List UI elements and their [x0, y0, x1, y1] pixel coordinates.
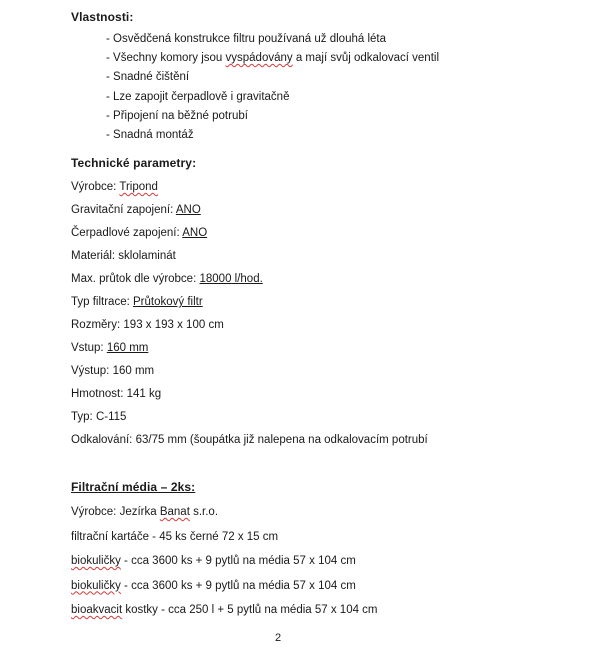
param-row [71, 201, 428, 224]
spellcheck-word: bioakvacit [71, 604, 123, 616]
media-text: s.r.o. [189, 506, 219, 518]
media-row: filtrační kartáče - 45 ks černé 72 x 15 cm [71, 530, 279, 543]
param-row [71, 408, 428, 431]
param-label: Výstup: [71, 365, 113, 377]
param-value: C-115 [95, 411, 127, 423]
media-list [71, 503, 378, 626]
feature-item: - Snadná montáž [106, 128, 194, 141]
param-label: Gravitační zapojení: [71, 204, 176, 216]
param-value: 160 mm [106, 342, 149, 354]
media-text: Výrobce: Jezírka [71, 506, 160, 518]
param-label: Materiál: [71, 250, 119, 262]
media-text: - cca 3600 ks + 9 pytlů na média 57 x 104 cm [120, 555, 356, 567]
param-row [71, 247, 428, 270]
param-label: Hmotnost: [71, 388, 127, 400]
media-row [71, 503, 378, 528]
feature-item: - Připojení na běžné potrubí [106, 109, 248, 122]
param-value: 193 x 193 x 100 cm [123, 319, 224, 331]
page-number: 2 [274, 632, 282, 644]
param-row [71, 339, 428, 362]
param-label: Typ filtrace: [71, 296, 133, 308]
spellcheck-word: biokuličky [71, 555, 121, 567]
param-row [71, 224, 428, 247]
param-value: 18000 l/hod. [199, 273, 263, 285]
param-value: ANO [175, 204, 201, 216]
param-label: Typ: [71, 411, 96, 423]
features-list [106, 30, 439, 145]
feature-item: - Snadné čištění [106, 71, 190, 84]
param-value: 160 mm [112, 365, 155, 377]
param-row [71, 385, 428, 408]
param-row [71, 293, 428, 316]
spellcheck-word: Banat [159, 506, 190, 518]
param-row [71, 431, 428, 454]
param-label: Rozměry: [71, 319, 124, 331]
spellcheck-word: vyspádovány [225, 52, 293, 65]
feature-text: - Všechny komory jsou [106, 52, 226, 65]
media-heading: Filtrační média – 2ks: [71, 480, 196, 494]
param-row [71, 270, 428, 293]
feature-text: a mají svůj odkalovací ventil [292, 52, 440, 65]
feature-item: - Osvědčená konstrukce filtru používaná už dlouhá léta [106, 33, 386, 45]
param-row [71, 362, 428, 385]
param-label: Max. průtok dle výrobce: [71, 273, 200, 285]
param-label: Vstup: [71, 342, 107, 354]
media-row [71, 601, 378, 626]
param-row [71, 316, 428, 339]
features-heading: Vlastnosti: [71, 10, 134, 24]
param-value: 141 kg [126, 388, 162, 400]
media-row [71, 577, 378, 602]
param-value: Průtokový filtr [133, 296, 203, 308]
param-value: Tripond [119, 181, 158, 193]
param-value: sklolaminát [118, 250, 176, 262]
param-label: Odkalování: [71, 434, 136, 446]
spellcheck-word: biokuličky [71, 579, 121, 592]
media-text: - cca 3600 ks + 9 pytlů na média 57 x 104 cm [120, 579, 356, 592]
param-label: Čerpadlové zapojení: [71, 227, 183, 239]
technical-list [71, 178, 428, 454]
media-text: kostky - cca 250 l + 5 pytlů na média 57 x 104 cm [122, 604, 378, 616]
param-value: ANO [182, 227, 208, 239]
technical-heading: Technické parametry: [71, 156, 197, 170]
feature-item: - Lze zapojit čerpadlově i gravitačně [106, 90, 290, 103]
param-row [71, 178, 428, 201]
param-value: 63/75 mm (šoupátka již nalepena na odkalovacím potrubí [135, 434, 428, 446]
feature-item [106, 49, 439, 68]
param-label: Výrobce: [71, 181, 120, 193]
media-row [71, 552, 378, 577]
